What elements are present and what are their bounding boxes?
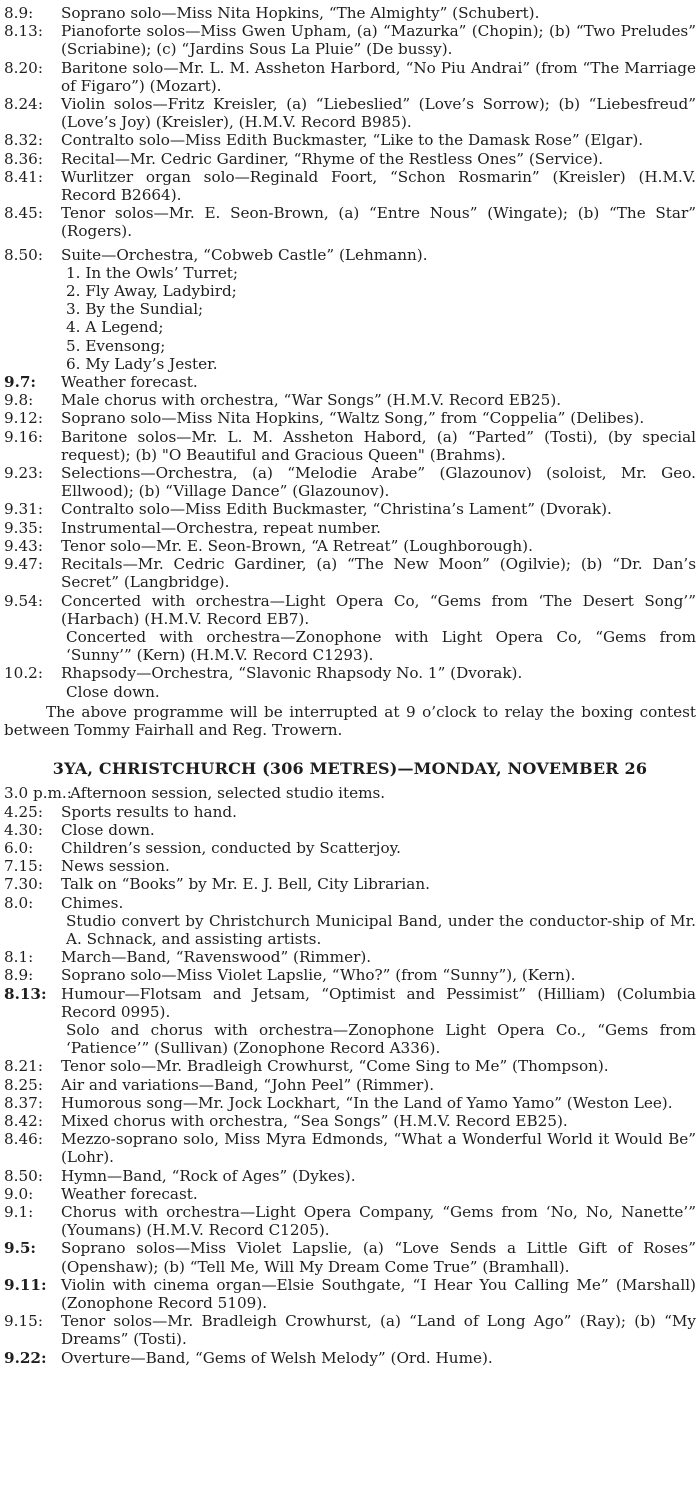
entry-text: Weather forecast. [61, 373, 198, 392]
programme-entry [4, 537, 696, 555]
entry-time: 7.15: [4, 857, 43, 876]
entry-time: 9.15: [4, 1312, 43, 1331]
entry-text: Violin solos—Fritz Kreisler, (a) “Liebeslied” (Love’s Sorrow); (b) “Liebesfreud” (Love’s Joy) (Kreisler), (H.M.V. Record B985). [61, 95, 696, 132]
entry-text: Soprano solo—Miss Violet Lapslie, “Who?” (from “Sunny”), (Kern). [61, 966, 576, 985]
entry-time: 4.25: [4, 802, 43, 821]
programme-entry [4, 168, 696, 204]
entry-text: Humour—Flotsam and Jetsam, “Optimist and Pessimist” (Hilliam) (Columbia Record 0995). [61, 984, 696, 1021]
entry-text: Baritone solos—Mr. L. M. Assheton Habord, (a) “Parted” (Tosti), (by special request); (b) "O Beautiful and Gracious Queen" (Brahms). [61, 427, 696, 464]
entry-time: 8.9: [4, 4, 34, 22]
entry-time: 8.24: [4, 95, 43, 114]
programme-entry [4, 1094, 696, 1112]
entry-time: 8.21: [4, 1057, 43, 1076]
suite-movement: 3. By the Sundial; [66, 300, 204, 319]
programme-entry [4, 428, 696, 464]
entry-list-1 [4, 4, 696, 241]
entry-time: 8.13: [4, 22, 43, 41]
programme-note-paragraph: The above programme will be interrupted at 9 o’clock to relay the boxing contest between Tommy Fairhall and Reg. Trowern. [4, 702, 696, 739]
entry-time: 8.0: [4, 893, 34, 912]
programme-entry [4, 592, 696, 628]
programme-entry [4, 150, 696, 168]
untimed-entry: Studio convert by Christchurch Municipal Band, under the conductor-ship of Mr. A. Schnack, and assisting artists. [66, 911, 696, 948]
entry-text: Weather forecast. [61, 1184, 198, 1203]
entry-list-2 [4, 373, 696, 628]
entry-time: 8.46: [4, 1130, 43, 1149]
close-down-line: Close down. [66, 682, 160, 701]
entry-text: Talk on “Books” by Mr. E. J. Bell, City Librarian. [61, 875, 430, 894]
programme-entry [4, 1312, 696, 1348]
entry-time: 8.50: [4, 245, 43, 264]
programme-entry [4, 1185, 696, 1203]
entry-text: Soprano solo—Miss Nita Hopkins, “Waltz Song,” from “Coppelia” (Delibes). [61, 409, 645, 428]
programme-entry [4, 373, 696, 391]
entry-time: 9.47: [4, 555, 43, 574]
programme-entry [4, 839, 696, 857]
entry-list-3 [4, 784, 696, 911]
entry-text: March—Band, “Ravenswood” (Rimmer). [61, 948, 372, 967]
entry-text: Soprano solos—Miss Violet Lapslie, (a) “Love Sends a Little Gift of Roses” (Openshaw); (b) “Tell Me, Will My Dream Come True” (Bramhall). [61, 1239, 696, 1276]
entry-time: 9.31: [4, 500, 43, 519]
suite-movement: 6. My Lady’s Jester. [66, 354, 218, 373]
programme-entry [4, 204, 696, 240]
entry-text: Afternoon session, selected studio items. [70, 784, 386, 803]
entry-text: Mezzo-soprano solo, Miss Myra Edmonds, “What a Wonderful World it Would Be” (Lohr). [61, 1130, 696, 1167]
entry-text: Wurlitzer organ solo—Reginald Foort, “Schon Rosmarin” (Kreisler) (H.M.V. Record B2664). [61, 167, 696, 205]
programme-entry [4, 464, 696, 500]
programme-entry [4, 131, 696, 149]
suite-movement: 4. A Legend; [66, 318, 164, 337]
programme-entry [4, 875, 696, 893]
entry-time: 9.0: [4, 1184, 34, 1203]
entry-text: Selections—Orchestra, (a) “Melodie Arabe” (Glazounov) (soloist, Mr. Geo. Ellwood); (b) “Village Dance” (Glazounov). [61, 464, 696, 501]
entry-time: 9.35: [4, 518, 43, 537]
programme-entry [4, 784, 696, 802]
programme-entry [4, 1130, 696, 1166]
suite-movement-list [4, 264, 696, 373]
programme-entry [4, 664, 696, 682]
entry-list-4 [4, 948, 696, 1021]
entry-text: Overture—Band, “Gems of Welsh Melody” (Ord. Hume). [61, 1348, 493, 1367]
entry-text: Recital—Mr. Cedric Gardiner, “Rhyme of the Restless Ones” (Service). [61, 149, 604, 168]
untimed-entry: Concerted with orchestra—Zonophone with Light Opera Co, “Gems from ‘Sunny’” (Kern) (H.M.V. Record C1293). [66, 627, 696, 665]
programme-entry [4, 1239, 696, 1275]
suite-entry [4, 246, 696, 264]
entry-time: 9.23: [4, 464, 43, 483]
programme-entry [4, 391, 696, 409]
entry-time: 8.20: [4, 58, 43, 77]
programme-entry [4, 803, 696, 821]
entry-time: 8.1: [4, 948, 34, 967]
programme-entry [4, 821, 696, 839]
entry-time: 8.9: [4, 966, 34, 985]
programme-entry [4, 1349, 696, 1367]
entry-text: News session. [61, 857, 170, 876]
entry-time: 9.5: [4, 1239, 37, 1258]
entry-text: Male chorus with orchestra, “War Songs” (H.M.V. Record EB25). [61, 391, 562, 410]
programme-entry [4, 500, 696, 518]
entry-text: Baritone solo—Mr. L. M. Assheton Harbord, “No Piu Andrai” (from “The Marriage of Figaro”) (Mozart). [61, 58, 696, 95]
programme-entry [4, 1112, 696, 1130]
suite-movement: 1. In the Owls’ Turret; [66, 263, 239, 282]
entry-text: Chorus with orchestra—Light Opera Company, “Gems from ‘No, No, Nanette’” (Youmans) (H.M.V. Record C1205). [61, 1203, 696, 1240]
section-heading-3ya: 3YA, CHRISTCHURCH (306 METRES)—MONDAY, NOVEMBER 26 [52, 759, 648, 779]
programme-section-1 [4, 4, 696, 739]
entry-time: 8.42: [4, 1111, 43, 1130]
entry-time: 8.32: [4, 131, 43, 150]
programme-entry [4, 966, 696, 984]
programme-entry [4, 857, 696, 875]
entry-text: Close down. [61, 820, 155, 839]
entry-text: Contralto solo—Miss Edith Buckmaster, “Christina’s Lament” (Dvorak). [61, 500, 612, 519]
suite-movement: 5. Evensong; [66, 336, 166, 355]
entry-text: Suite—Orchestra, “Cobweb Castle” (Lehmann). [61, 245, 428, 264]
entry-text: Concerted with orchestra—Light Opera Co, “Gems from ‘The Desert Song’” (Harbach) (H.M.V. Record EB7). [61, 591, 696, 628]
entry-time: 9.7: [4, 373, 37, 392]
entry-list-5 [4, 1057, 696, 1366]
entry-time: 9.54: [4, 591, 43, 610]
entry-time: 9.22: [4, 1348, 47, 1367]
entry-time: 9.43: [4, 536, 43, 555]
entry-text: Instrumental—Orchestra, repeat number. [61, 518, 381, 537]
entry-text: Air and variations—Band, “John Peel” (Rimmer). [61, 1075, 435, 1094]
entry-time: 9.11: [4, 1275, 47, 1294]
programme-section-2 [4, 784, 696, 1367]
entry-text: Hymn—Band, “Rock of Ages” (Dykes). [61, 1166, 356, 1185]
entry-time: 8.41: [4, 167, 43, 186]
entry-time: 8.36: [4, 149, 43, 168]
entry-text: Soprano solo—Miss Nita Hopkins, “The Almighty” (Schubert). [61, 4, 540, 22]
programme-entry [4, 1276, 696, 1312]
entry-text: Mixed chorus with orchestra, “Sea Songs” (H.M.V. Record EB25). [61, 1111, 568, 1130]
entry-text: Pianoforte solos—Miss Gwen Upham, (a) “Mazurka” (Chopin); (b) “Two Preludes” (Scriabine); (c) “Jardins Sous La Pluie” (De bussy). [61, 22, 696, 59]
entry-text: Recitals—Mr. Cedric Gardiner, (a) “The New Moon” (Ogilvie); (b) “Dr. Dan’s Secret” (Langbridge). [61, 555, 696, 592]
programme-entry [4, 948, 696, 966]
entry-time: 8.25: [4, 1075, 43, 1094]
entry-text: Tenor solo—Mr. E. Seon-Brown, “A Retreat” (Loughborough). [61, 536, 533, 555]
entry-time: 6.0: [4, 838, 34, 857]
entry-text: Contralto solo—Miss Edith Buckmaster, “Like to the Damask Rose” (Elgar). [61, 131, 644, 150]
suite-movement: 2. Fly Away, Ladybird; [66, 282, 237, 301]
entry-time: 8.13: [4, 984, 47, 1003]
entry-time: 8.50: [4, 1166, 43, 1185]
programme-entry [4, 519, 696, 537]
entry-text: Rhapsody—Orchestra, “Slavonic Rhapsody No. 1” (Dvorak). [61, 664, 523, 683]
entry-text: Tenor solos—Mr. Bradleigh Crowhurst, (a) “Land of Long Ago” (Ray); (b) “My Dreams” (Tosti). [61, 1312, 696, 1349]
programme-entry [4, 985, 696, 1021]
programme-entry [4, 894, 696, 912]
entry-time: 3.0 p.m.: [4, 784, 72, 803]
entry-time: 8.45: [4, 204, 43, 223]
entry-text: Chimes. [61, 893, 124, 912]
entry-time: 10.2: [4, 664, 43, 683]
programme-entry [4, 59, 696, 95]
entry-time: 4.30: [4, 820, 43, 839]
untimed-entry: Solo and chorus with orchestra—Zonophone Light Opera Co., “Gems from ‘Patience’” (Sullivan) (Zonophone Record A336). [66, 1020, 696, 1058]
entry-text: Humorous song—Mr. Jock Lockhart, “In the Land of Yamo Yamo” (Weston Lee). [61, 1093, 673, 1112]
entry-text: Violin with cinema organ—Elsie Southgate, “I Hear You Calling Me” (Marshall) (Zonophone Record 5109). [61, 1275, 696, 1313]
entry-time: 7.30: [4, 875, 43, 894]
entry-text: Tenor solos—Mr. E. Seon-Brown, (a) “Entre Nous” (Wingate); (b) “The Star” (Rogers). [61, 204, 696, 241]
programme-entry [4, 555, 696, 591]
programme-entry [4, 409, 696, 427]
programme-entry [4, 1057, 696, 1075]
entry-text: Children’s session, conducted by Scatterjoy. [61, 838, 401, 857]
programme-entry [4, 1203, 696, 1239]
programme-entry [4, 1076, 696, 1094]
entry-time: 9.1: [4, 1203, 34, 1221]
programme-entry [4, 95, 696, 131]
programme-entry [4, 4, 696, 22]
entry-time: 9.16: [4, 427, 43, 446]
entry-time: 8.37: [4, 1093, 43, 1112]
programme-entry [4, 22, 696, 58]
entry-time: 9.12: [4, 409, 43, 428]
programme-entry [4, 1167, 696, 1185]
entry-text: Tenor solo—Mr. Bradleigh Crowhurst, “Come Sing to Me” (Thompson). [61, 1057, 609, 1076]
entry-text: Sports results to hand. [61, 802, 237, 821]
entry-time: 9.8: [4, 391, 34, 410]
